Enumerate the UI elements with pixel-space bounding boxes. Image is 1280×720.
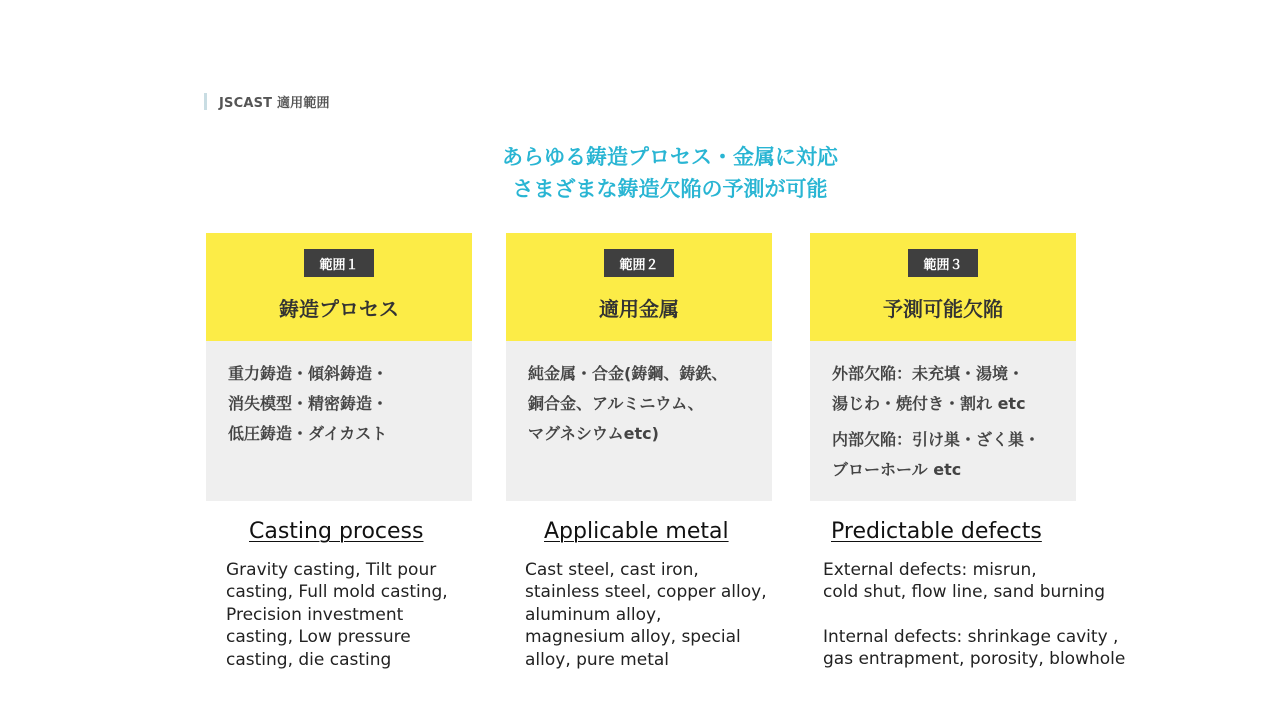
scope-card-3 (810, 233, 1076, 501)
en-description-line: Cast steel, cast iron, (525, 560, 699, 580)
scope-card-1 (206, 233, 472, 501)
card-title: 予測可能欠陥 (883, 297, 1003, 321)
en-description-line: External defects: misrun, (823, 560, 1037, 580)
card-body-line: ブローホール etc (832, 460, 962, 479)
card-header (206, 233, 472, 341)
headline-line-1: あらゆる鋳造プロセス・金属に対応 (502, 145, 838, 169)
card-body-line: 純金属・合金(鋳鋼、鋳鉄、 (528, 364, 728, 383)
en-title-casting-process: Casting process (249, 519, 424, 544)
card-body (206, 341, 472, 501)
card-body (810, 341, 1076, 501)
en-description-spacer (823, 604, 1125, 626)
card-body (506, 341, 772, 501)
en-title-predictable-defects: Predictable defects (831, 519, 1042, 544)
en-description-line: gas entrapment, porosity, blowhole (823, 649, 1126, 670)
en-description-line: Precision investment (226, 604, 404, 625)
card-body-line: 内部欠陥：引け巣・ざく巣・ (832, 430, 1041, 449)
en-description-line: cold shut, flow line, sand burning (823, 582, 1106, 603)
scope-badge: 範囲３ (908, 249, 978, 277)
en-description-3 (823, 559, 1125, 671)
card-body-line: 外部欠陥：未充填・湯境・ (832, 364, 1025, 383)
en-description-line: magnesium alloy, special (525, 627, 741, 648)
card-header (810, 233, 1076, 341)
scope-badge: 範囲２ (604, 249, 674, 277)
section-label-bar (204, 93, 207, 110)
scope-badge: 範囲１ (304, 249, 374, 277)
en-description-2 (525, 559, 767, 671)
en-description-line: casting, Low pressure (226, 627, 411, 648)
card-body-line: マグネシウムetc) (528, 424, 659, 443)
en-description-1 (226, 559, 448, 671)
headline-line-2: さまざまな鋳造欠陥の予測が可能 (512, 177, 828, 201)
en-description-line: alloy, pure metal (525, 649, 670, 670)
card-body-line: 重力鋳造・傾斜鋳造・ (228, 364, 389, 383)
card-header (506, 233, 772, 341)
section-label-text: JSCAST 適用範囲 (219, 95, 330, 111)
en-description-line: casting, die casting (226, 649, 392, 670)
card-title: 鋳造プロセス (279, 297, 399, 321)
card-body-line: 湯じわ・焼付き・割れ etc (832, 394, 1026, 413)
en-title-applicable-metal: Applicable metal (544, 519, 729, 544)
en-description-line: Gravity casting, Tilt pour (226, 560, 437, 580)
card-title: 適用金属 (599, 297, 679, 321)
card-body-line: 消失模型・精密鋳造・ (228, 394, 389, 413)
card-body-line: 低圧鋳造・ダイカスト (228, 424, 388, 443)
en-description-line: stainless steel, copper alloy, (525, 582, 767, 603)
card-body-line: 銅合金、アルミニウム、 (528, 394, 704, 413)
en-description-line: Internal defects: shrinkage cavity , (823, 626, 1119, 647)
en-description-line: aluminum alloy, (525, 604, 662, 625)
en-description-line: casting, Full mold casting, (226, 582, 448, 603)
scope-card-2 (506, 233, 772, 501)
section-label (204, 92, 330, 110)
